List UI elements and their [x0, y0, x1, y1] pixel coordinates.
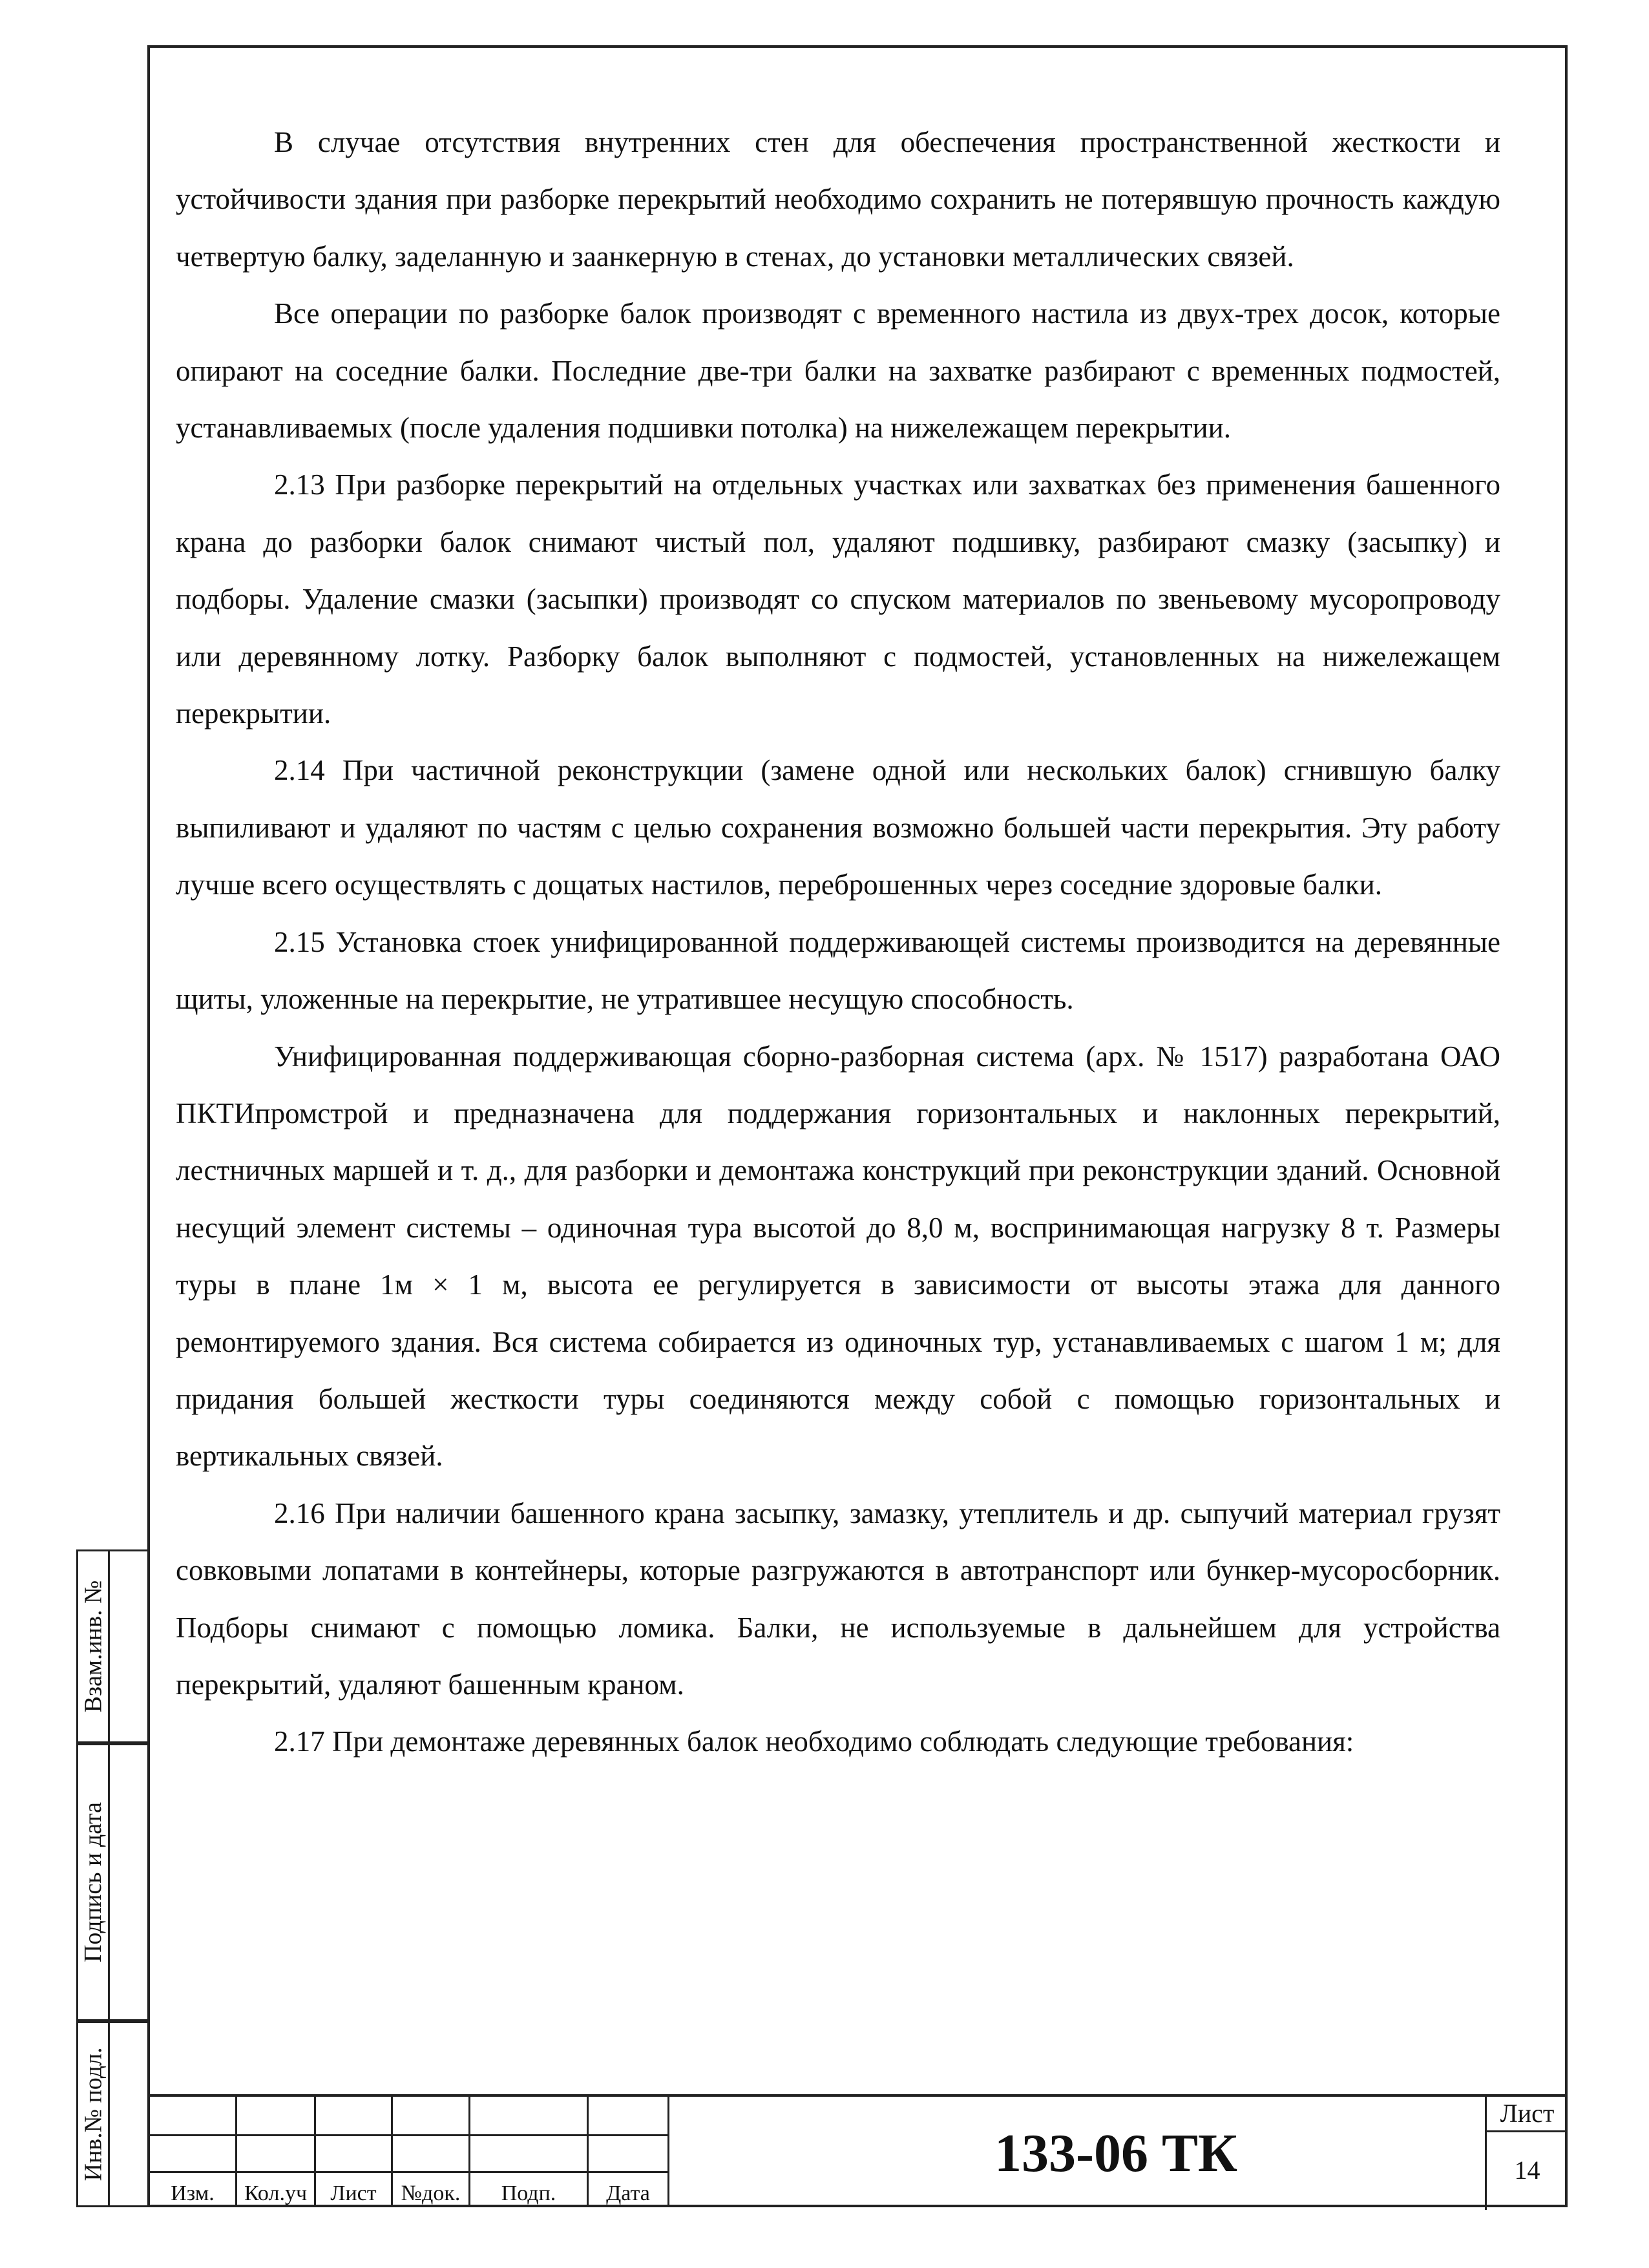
header-podp: Подп. [501, 2181, 556, 2205]
side-cell-inv-original [76, 2021, 147, 2207]
side-cell-replace-inv [76, 1549, 147, 1743]
document-code: 133-06 ТК [994, 2123, 1237, 2183]
side-label-inv-original: Инв.№ подл. [79, 2047, 107, 2181]
side-label-signature-date: Подпись и дата [79, 1801, 107, 1963]
sheet-label: Лист [1485, 2097, 1568, 2132]
paragraph: 2.16 При наличии башенного крана засыпку, замазку, утеплитель и др. сыпучий материал грузят совковыми лопатами в контейнеры, которые разгружаются в автотранспорт или бункер-мусоросборник. Подборы снимают с помощью ломика. Балки, не используемые в дальнейшем для устройства перекрытий, удаляют башенным краном. [176, 1496, 1500, 1701]
paragraph: В случае отсутствия внутренних стен для обеспечения пространственной жесткости и устойчивости здания при разборке перекрытий необходимо сохранить не потерявшую прочность каждую четвертую балку, заделанную и заанкерную в стенах, до установки металлических связей. [176, 126, 1500, 273]
sheet-number: 14 [1485, 2130, 1568, 2210]
header-kol-uch: Кол.уч [244, 2181, 308, 2205]
side-label-replace-inv: Взам.инв. № [79, 1580, 107, 1713]
paragraph: Унифицированная поддерживающая сборно-разборная система (арх. № 1517) разработана ОАО ПКТИпромстрой и предназначена для поддержания горизонтальных и наклонных перекрытий, лестничных маршей и т. д., для разборки и демонтажа конструкций при реконструкции зданий. Основной несущий элемент системы – одиночная тура высотой до 8,0 м, воспринимающая нагрузку 8 т. Размеры туры в плане 1м × 1 м, высота ее регулируется в зависимости от высоты этажа для данного ремонтируемого здания. Вся система собирается из одиночных тур, устанавливаемых с шагом 1 м; для придания большей жесткости туры соединяются между собой с помощью горизонтальных и вертикальных связей. [176, 1040, 1500, 1473]
header-list: Лист [330, 2181, 377, 2205]
side-cell-signature-date [76, 1743, 147, 2021]
paragraph: 2.14 При частичной реконструкции (замене одной или нескольких балок) сгнившую балку выпиливают и удаляют по частям с целью сохранения возможно большей части перекрытия. Эту работу лучше всего осуществлять с дощатых настилов, переброшенных через соседние здоровые балки. [176, 754, 1500, 901]
header-ndok: №док. [401, 2181, 461, 2205]
document-body [176, 114, 1500, 1770]
paragraph: 2.17 При демонтаже деревянных балок необходимо соблюдать следующие требования: [274, 1725, 1354, 1758]
paragraph: 2.13 При разборке перекрытий на отдельных участках или захватках без применения башенного крана до разборки балок снимают чистый пол, удаляют подшивку, разбирают смазку (засыпку) и подборы. Удаление смазки (засыпки) производят со спуском материалов по звеньевому мусоропроводу или деревянному лотку. Разборку балок выполняют с подмостей, установленных на нижележащем перекрытии. [176, 468, 1500, 730]
header-data: Дата [606, 2181, 650, 2205]
paragraph: 2.15 Установка стоек унифицированной поддерживающей системы производится на деревянные щиты, уложенные на перекрытие, не утратившее несущую способность. [176, 925, 1500, 1016]
header-izm: Изм. [171, 2181, 215, 2205]
title-block [147, 2094, 1568, 2207]
paragraph: Все операции по разборке балок производят с временного настила из двух-трех досок, которые опирают на соседние балки. Последние две-три балки на захватке разбирают с временных подмостей, устанавливаемых (после удаления подшивки потолка) на нижележащем перекрытии. [176, 297, 1500, 445]
